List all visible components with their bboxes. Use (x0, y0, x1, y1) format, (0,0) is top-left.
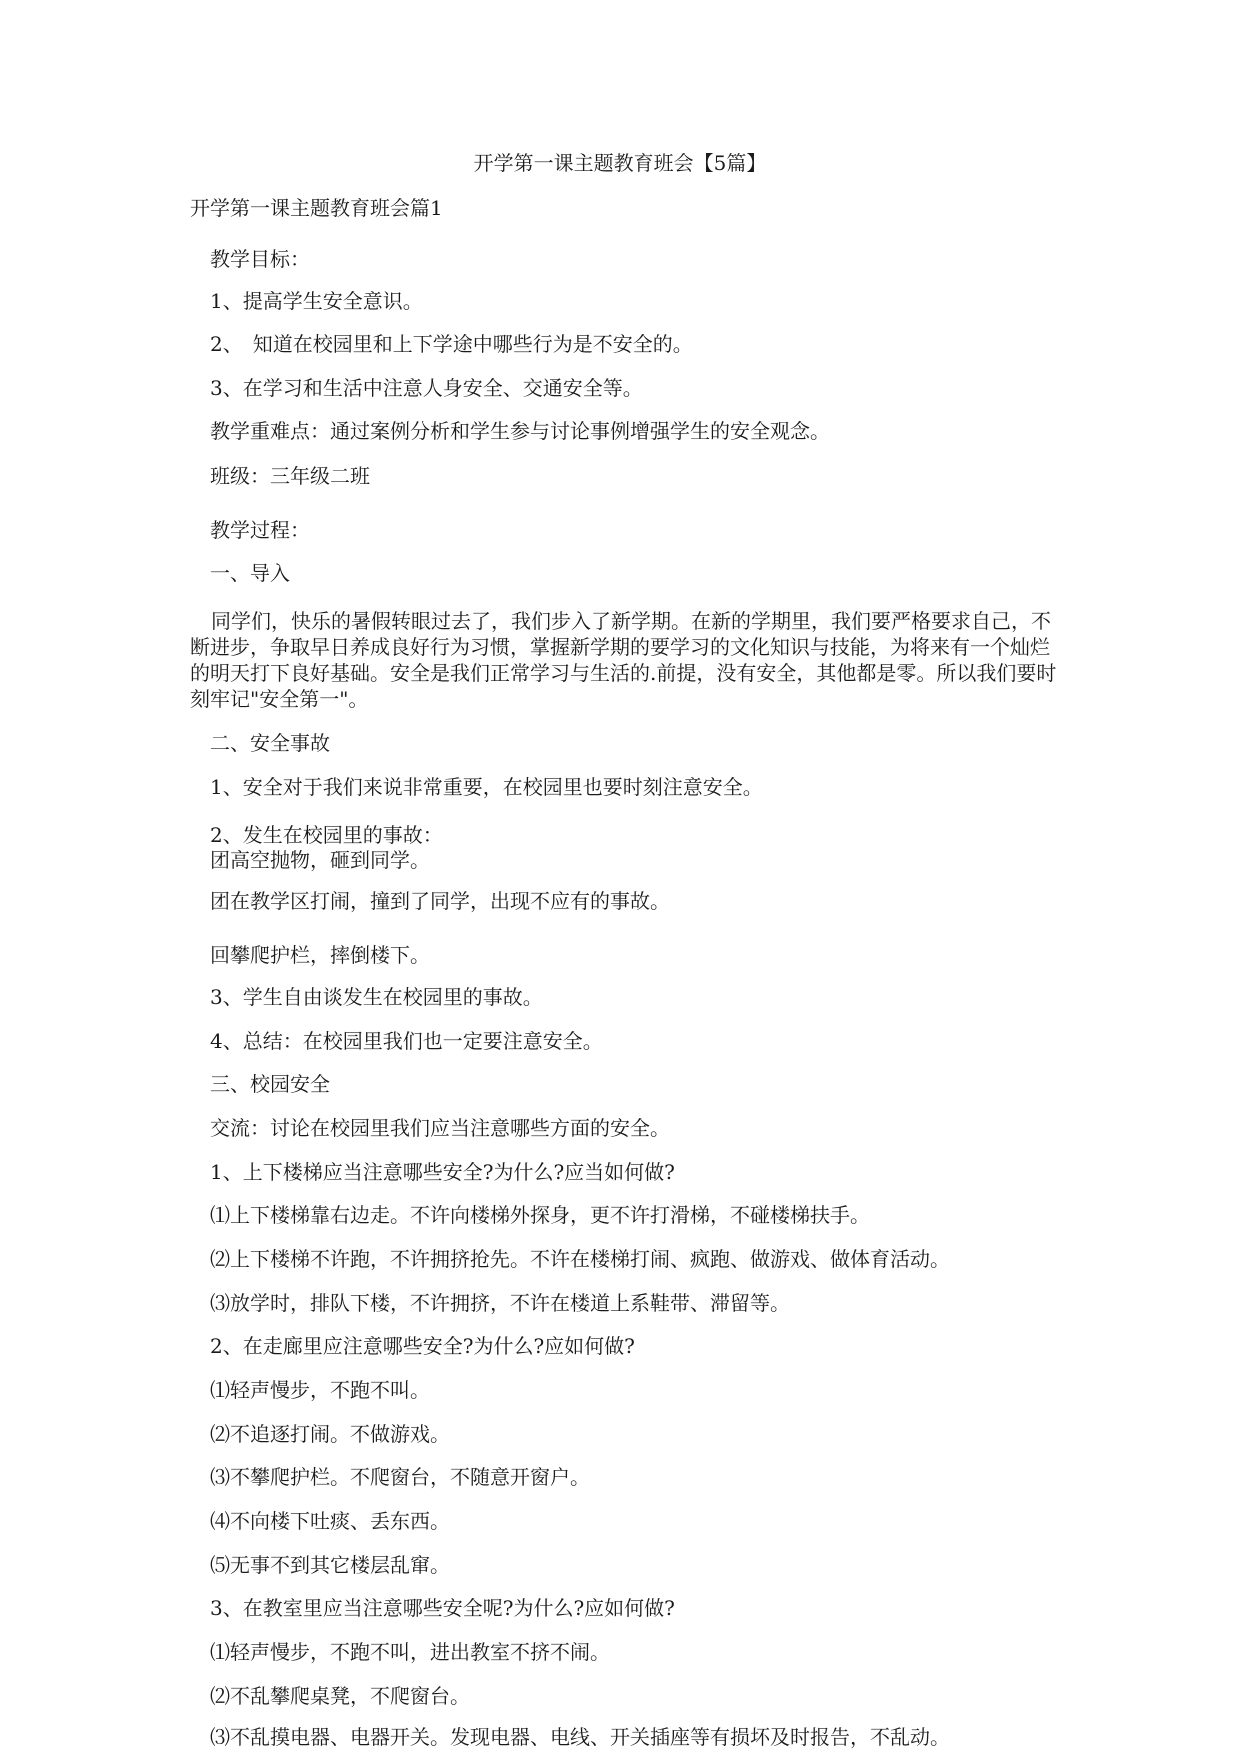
text-line: 1、安全对于我们来说非常重要，在校园里也要时刻注意安全。 (210, 775, 763, 799)
text-line: 教学过程： (210, 518, 310, 542)
text-line: ⑶不乱摸电器、电器开关。发现电器、电线、开关插座等有损坏及时报告，不乱动。 (210, 1725, 950, 1749)
text-line: ⑸无事不到其它楼层乱窜。 (210, 1553, 450, 1577)
text-line: 三、校园安全 (210, 1072, 330, 1096)
text-line: 4、总结：在校园里我们也一定要注意安全。 (210, 1029, 603, 1053)
text-line: 2、发生在校园里的事故： (210, 823, 443, 847)
text-line: ⑶不攀爬护栏。不爬窗台，不随意开窗户。 (210, 1465, 590, 1489)
text-line: 教学重难点：通过案例分析和学生参与讨论事例增强学生的安全观念。 (210, 419, 830, 443)
text-line: ⑴轻声慢步，不跑不叫，进出教室不挤不闹。 (210, 1640, 610, 1664)
text-line: ⑴轻声慢步，不跑不叫。 (210, 1378, 430, 1402)
text-line: 2、在走廊里应注意哪些安全?为什么?应如何做? (210, 1334, 635, 1358)
text-line: ⑷不向楼下吐痰、丢东西。 (210, 1509, 450, 1533)
text-line: 团高空抛物，砸到同学。 (210, 848, 430, 872)
text-line: 教学目标： (210, 247, 310, 271)
text-line: ⑵不乱攀爬桌凳，不爬窗台。 (210, 1684, 470, 1708)
text-line: ⑵不追逐打闹。不做游戏。 (210, 1422, 450, 1446)
text-line: 2、 知道在校园里和上下学途中哪些行为是不安全的。 (210, 332, 693, 356)
text-line: ⑶放学时，排队下楼，不许拥挤，不许在楼道上系鞋带、滞留等。 (210, 1291, 790, 1315)
text-line: ⑵上下楼梯不许跑，不许拥挤抢先。不许在楼梯打闹、疯跑、做游戏、做体育活动。 (210, 1247, 950, 1271)
document-title: 开学第一课主题教育班会【5篇】 (473, 151, 767, 175)
text-line: 3、在学习和生活中注意人身安全、交通安全等。 (210, 376, 643, 400)
text-line: 团在教学区打闹，撞到了同学，出现不应有的事故。 (210, 889, 670, 913)
intro-paragraph: 同学们，快乐的暑假转眼过去了，我们步入了新学期。在新的学期里，我们要严格要求自己，不断进步，争取早日养成良好行为习惯，掌握新学期的要学习的文化知识与技能，为将来有一个灿烂的明天打下良好基础。安全是我们正常学习与生活的.前提，没有安全，其他都是零。所以我们要时刻牢记"安全第一"。 (190, 609, 1057, 711)
text-line: 班级：三年级二班 (210, 464, 370, 488)
text-line: 交流：讨论在校园里我们应当注意哪些方面的安全。 (210, 1116, 670, 1140)
text-line: 一、导入 (210, 561, 290, 585)
text-line: 二、安全事故 (210, 731, 330, 755)
text-line: 1、上下楼梯应当注意哪些安全?为什么?应当如何做? (210, 1160, 675, 1184)
text-line: 3、学生自由谈发生在校园里的事故。 (210, 985, 543, 1009)
text-line: 3、在教室里应当注意哪些安全呢?为什么?应如何做? (210, 1596, 675, 1620)
text-line: 回攀爬护栏，摔倒楼下。 (210, 943, 430, 967)
text-line: ⑴上下楼梯靠右边走。不许向楼梯外探身，更不许打滑梯，不碰楼梯扶手。 (210, 1203, 870, 1227)
section-heading: 开学第一课主题教育班会篇1 (190, 196, 443, 220)
text-line: 1、提高学生安全意识。 (210, 289, 423, 313)
